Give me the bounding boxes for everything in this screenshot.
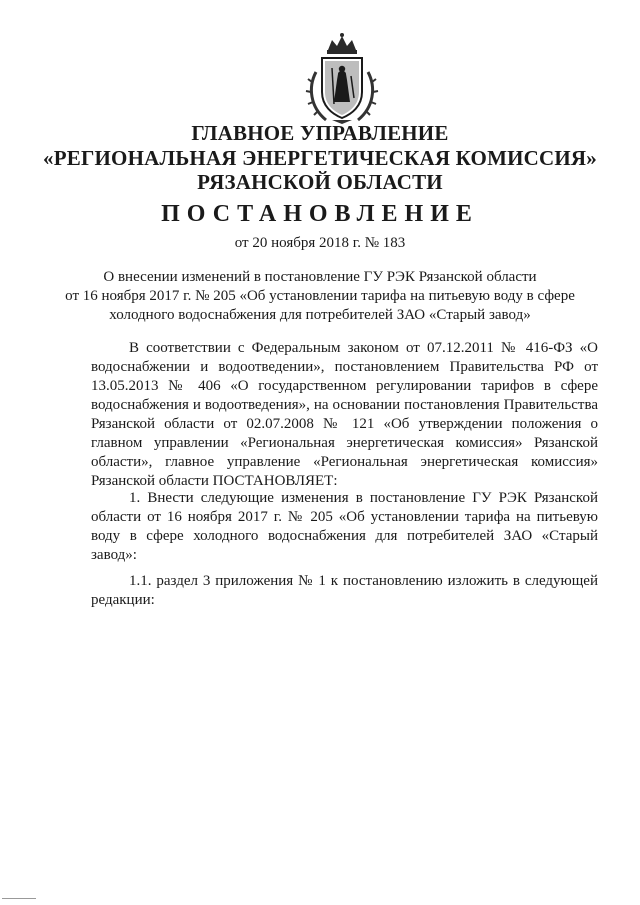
org-name-line1: ГЛАВНОЕ УПРАВЛЕНИЕ bbox=[191, 121, 449, 145]
coat-of-arms-icon bbox=[302, 32, 382, 126]
document-type-title: ПОСТАНОВЛЕНИЕ bbox=[161, 201, 479, 227]
scan-edge-line bbox=[2, 898, 36, 899]
document-date-number: от 20 ноября 2018 г. № 183 bbox=[234, 235, 406, 251]
preamble-paragraph: В соответствии с Федеральным законом от 07.12.2011 № 416-ФЗ «О водоснабжении и водоотведении», постановлением Правительства РФ от 13.05.2013 № 406 «О государственном регулировании тарифов в сфере водоснабжения и водоотведения», на основании постановления Правительства Рязанской области от 02.07.2008 № 121 «Об утверждении положения о главном управлении «Региональная энергетическая комиссия» Рязанской области», главное управление «Региональная энергетическая комиссия» Рязанской области ПОСТАНОВЛЯЕТ: bbox=[91, 340, 598, 489]
org-name-line3: РЯЗАНСКОЙ ОБЛАСТИ bbox=[197, 170, 443, 194]
subject-line: от 16 ноября 2017 г. № 205 «Об установлении тарифа на питьевую воду в сфере bbox=[65, 288, 575, 304]
item-1-1-paragraph: 1.1. раздел 3 приложения № 1 к постановлению изложить в следующей редакции: bbox=[91, 573, 598, 608]
org-name-line2: «РЕГИОНАЛЬНАЯ ЭНЕРГЕТИЧЕСКАЯ КОМИССИЯ» bbox=[43, 146, 597, 170]
crown-icon bbox=[327, 33, 357, 54]
subject-line: холодного водоснабжения для потребителей ЗАО «Старый завод» bbox=[109, 307, 531, 323]
document-subject bbox=[60, 268, 580, 325]
item-1-paragraph: 1. Внести следующие изменения в постановление ГУ РЭК Рязанской области от 16 ноября 2017 г. № 205 «Об установлении тарифа на питьевую воду в сфере холодного водоснабжения для потребителей ЗАО «Старый завод»: bbox=[91, 490, 598, 563]
subject-line: О внесении изменений в постановление ГУ РЭК Рязанской области bbox=[103, 269, 537, 285]
